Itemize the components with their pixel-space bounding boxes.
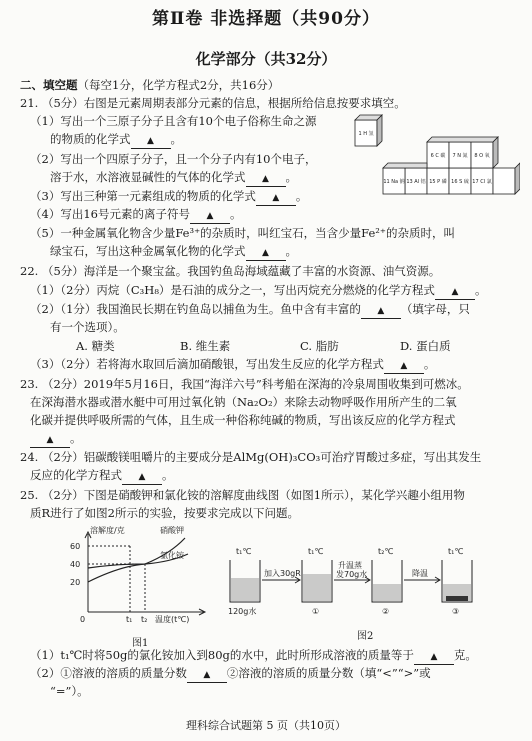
x-tick: t₁ [126,615,133,624]
water-label: 120g水 [228,607,257,616]
q22-p2a: （2）（1分）我国渔民长期在钓鱼岛以捕鱼为生。鱼中含有丰富的 ▲ （填字母，只 [30,302,470,319]
page-footer: 理科综合试题第 5 页（共10页） [186,719,346,732]
q21-p1a: （1）写出一个三原子分子且含有10个电子俗称生命之源 [30,114,317,128]
q24-line2: 反应的化学方程式 ▲ 。 [30,468,174,485]
answer-blank[interactable]: ▲ [246,244,286,261]
table-cell: 6 C 碳 [430,153,446,159]
q21-p4: （4）写出16号元素的离子符号 ▲ 。 [30,207,241,224]
answer-blank[interactable]: ▲ [384,357,424,374]
q22-p1: （1）（2分）丙烷（C₃H₈）是石油的成分之一，写出丙烷充分燃烧的化学方程式 ▲ 。 [30,283,486,300]
temp-label: t₂℃ [378,547,394,556]
q22-option-c: C. 脂肪 [300,339,339,353]
answer-blank[interactable]: ▲ [414,648,454,665]
periodic-table-figure [350,110,520,210]
experiment-diagram [220,530,520,620]
answer-blank[interactable]: ▲ [435,283,475,300]
q23-answer: ▲ 。 [30,431,82,448]
temp-label: t₁℃ [308,547,324,556]
q23-line2: 在深海潜水器或潜水艇中可用过氧化钠（Na₂O₂）来除去动物呼吸作用所产生的二氧 [30,395,457,409]
table-cell: 17 Cl 氯 [472,179,492,185]
answer-blank[interactable]: ▲ [190,207,230,224]
q21-p2a: （2）写出一个四原子分子，且一个分子内有10个电子， [30,152,317,166]
q21-p3: （3）写出三种第一元素组成的物质的化学式 ▲ 。 [30,189,307,206]
q22-p2c: 有一个选项）。 [50,320,125,334]
solubility-chart [60,524,210,634]
part-title: 第Ⅱ卷 非选择题（共90分） [152,9,380,29]
solution-label: ③ [452,607,460,616]
origin-label: 0 [80,615,86,624]
series-label-kno3: 硝酸钾 [160,526,184,535]
q22-option-d: D. 蛋白质 [400,339,451,353]
q24-line1: 24. （2分）铝碳酸镁咀嚼片的主要成分是AlMg(OH)₃CO₃可治疗胃酸过多症，写出其发生 [20,450,482,464]
answer-blank[interactable]: ▲ [30,431,70,448]
table-cell: 8 O 氧 [474,153,490,159]
q22-option-b: B. 维生素 [180,339,231,353]
series-label-nh4cl: 氯化铵 [160,551,184,560]
step-label: 发70g水 [336,570,368,579]
section2-heading: 二、填空题（每空1分，化学方程式2分，共16分） [20,78,280,92]
temp-label: t₁℃ [448,547,464,556]
q25-line1: 25. （2分）下图是硝酸钾和氯化铵的溶解度曲线图（如图1所示），某化学兴趣小组用物 [20,488,465,502]
table-cell: 13 Al 铝 [406,179,426,185]
q25-line2: 质R进行了如图2所示的实验，按要求完成以下问题。 [30,506,299,520]
q21-p5b: 绿宝石，写出这种金属氧化物的化学式 ▲ 。 [50,244,297,261]
answer-blank[interactable]: ▲ [361,302,401,319]
step-label: 降温 [412,569,428,578]
y-tick: 60 [70,542,81,551]
table-cell: 1 H 氢 [358,131,374,137]
x-tick: t₂ [141,615,148,624]
q21-p2b: 溶于水，水溶液显碱性的气体的化学式 ▲ 。 [50,170,297,187]
q22-stem: 22. （5分）海洋是一个聚宝盆。我国钓鱼岛海域蕴藏了丰富的水资源、油气资源。 [20,264,441,278]
answer-blank[interactable]: ▲ [122,468,162,485]
chart-xlabel: 温度(t℃) [155,615,190,624]
y-tick: 20 [70,578,81,587]
q23-line1: 23. （2分）2019年5月16日，我国“海洋六号”科考船在深海的冷泉周围收集到可燃冰。 [20,377,469,391]
q25-p2: （2）①溶液的溶质的质量分数 ▲ ②溶液的溶质的质量分数（填“<”“>”或 [30,666,431,683]
answer-blank[interactable]: ▲ [187,666,227,683]
section-title: 化学部分（共32分） [195,50,337,68]
table-cell: 16 S 硫 [451,179,469,185]
fig2-caption: 图2 [357,631,374,642]
q22-option-a: A. 糖类 [76,339,115,353]
table-cell: 15 P 磷 [429,179,447,185]
q25-p1: （1）t₁℃时将50g的氯化铵加入到80g的水中，此时所形成溶液的质量等于 ▲ 克。 [30,648,477,665]
q25-p2c: “=”）。 [50,684,89,698]
table-cell: 11 Na 钠 [383,179,405,185]
answer-blank[interactable]: ▲ [246,170,286,187]
answer-blank[interactable]: ▲ [131,132,171,149]
answer-blank[interactable]: ▲ [256,189,296,206]
step-label: 升温蒸 [338,561,362,570]
y-tick: 40 [70,560,81,569]
solution-label: ① [312,607,320,616]
q21-p5a: （5）一种金属氧化物含少量Fe³⁺的杂质时，叫红宝石，当含少量Fe²⁺的杂质时，叫 [30,226,455,240]
step-label: 加入30gR [264,569,301,578]
fig1-caption: 图1 [132,638,149,649]
q22-p3: （3）（2分）若将海水取回后滴加硝酸银，写出发生反应的化学方程式 ▲ 。 [30,357,435,374]
q21-stem: 21. （5分）右图是元素周期表部分元素的信息，根据所给信息按要求填空。 [20,96,406,110]
temp-label: t₁℃ [236,547,252,556]
solution-label: ② [382,607,390,616]
q21-p1b: 的物质的化学式 ▲ 。 [50,132,182,149]
table-cell: 7 N 氮 [452,153,468,159]
chart-ylabel: 溶解度/克 [90,526,125,535]
q23-line3: 化碳并提供呼吸所需的气体，且生成一种俗称纯碱的物质，写出该反应的化学方程式 [30,413,456,427]
